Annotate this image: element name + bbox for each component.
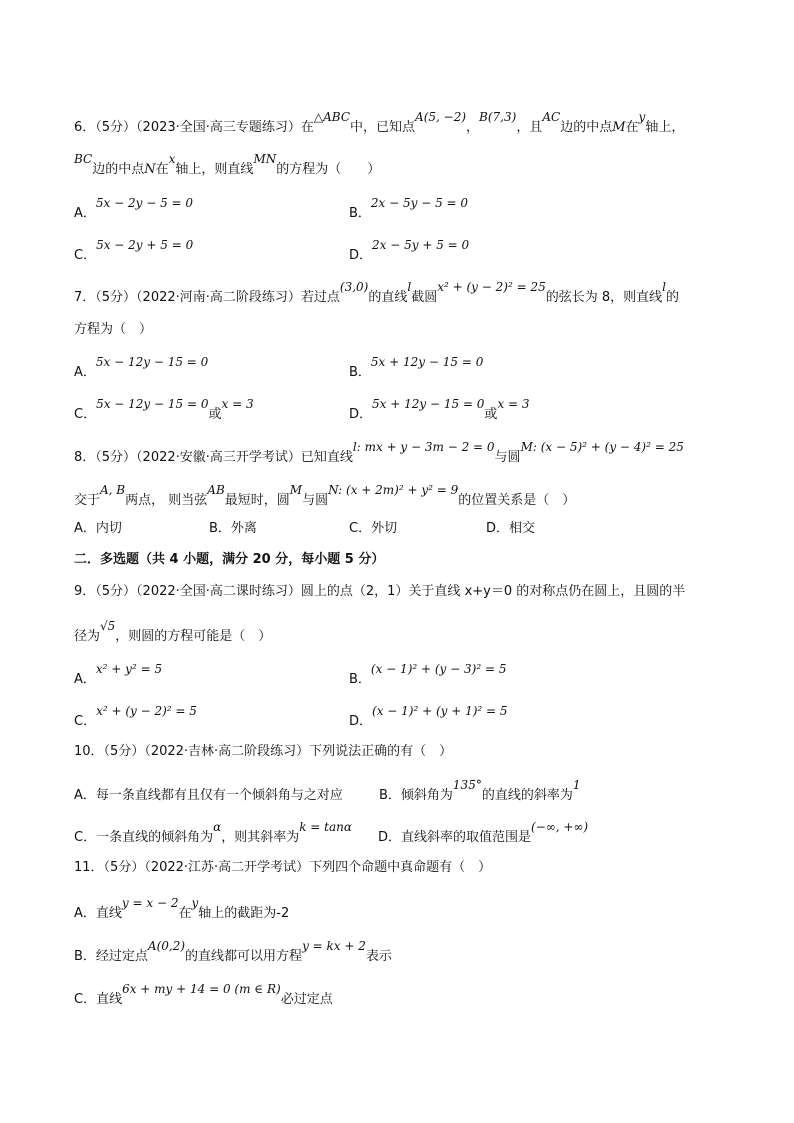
q9-stem-line1 — [74, 580, 754, 599]
text: 或 — [208, 407, 222, 422]
q7-option-a — [74, 355, 209, 380]
q6-stem-line1 — [74, 110, 754, 135]
text: 的直线都可以用方程 — [185, 949, 303, 964]
q7-stem-line2 — [74, 318, 754, 337]
q8-option-b: B．外离 — [209, 521, 257, 536]
option-value: x² + y² = 5 — [95, 662, 163, 676]
option-label: D． — [349, 407, 373, 422]
math: y = kx + 2 — [302, 939, 366, 953]
math: M: (x − 5)² + (y − 4)² = 25 — [520, 440, 684, 454]
text: 轴上， — [645, 120, 685, 135]
option-value: x = 3 — [497, 397, 530, 411]
math: √5 — [100, 619, 116, 633]
option-label: C． — [74, 714, 97, 729]
option-value: 2x − 5y + 5 = 0 — [372, 238, 470, 252]
text: 的直线的斜率为 — [481, 788, 573, 803]
q10-stem — [74, 740, 754, 759]
text: 在 — [178, 906, 192, 921]
math: A, B — [100, 483, 126, 497]
option-value: 5x + 12y − 15 = 0 — [370, 355, 484, 369]
text: B．经过定点 — [74, 949, 148, 964]
q10-option-b — [379, 778, 581, 803]
text: 的位置关系是（ ） — [458, 493, 576, 508]
q6-option-b — [349, 196, 469, 221]
math: B(7,3) — [479, 110, 517, 124]
text: ，且 — [516, 120, 543, 135]
text: 11．（5分）（2022·江苏·高二开学考试）下列四个命题中真命题有（ ） — [74, 860, 492, 875]
text: 与圆 — [494, 450, 521, 465]
option-value: 5x − 2y + 5 = 0 — [96, 238, 194, 252]
text: ，则圆的方程可能是（ ） — [115, 629, 272, 644]
option-value: (x − 1)² + (y − 3)² = 5 — [370, 662, 507, 676]
math: l — [662, 280, 666, 294]
text: 必过定点 — [280, 992, 333, 1007]
math: l: mx + y − 3m − 2 = 0 — [352, 440, 495, 454]
text: 在 — [625, 120, 639, 135]
q10-option-d — [378, 820, 589, 845]
option-value: 5x − 12y − 15 = 0 — [96, 397, 209, 411]
text: 或 — [484, 407, 498, 422]
q6-stem-line2 — [74, 152, 754, 177]
text: 8．（5分）（2022·安徽·高三开学考试）已知直线 — [74, 450, 353, 465]
q9-option-b — [349, 662, 507, 687]
option-value: (x − 1)² + (y + 1)² = 5 — [372, 704, 508, 718]
option-value: 5x − 12y − 15 = 0 — [95, 355, 209, 369]
q11-option-a — [74, 896, 290, 921]
math: (−∞, +∞) — [531, 820, 589, 834]
q9-option-c — [74, 704, 197, 729]
q7-option-c — [74, 397, 254, 422]
q6-option-d — [349, 238, 470, 263]
math: N — [144, 162, 156, 177]
text: 方程为（ ） — [74, 322, 153, 337]
option-value: x = 3 — [221, 397, 254, 411]
text: D．直线斜率的取值范围是 — [378, 830, 532, 845]
option-label: C． — [74, 407, 97, 422]
math: A(5, −2) — [415, 110, 467, 124]
text: 交于 — [74, 493, 101, 508]
text: 与圆 — [302, 493, 329, 508]
text: C．一条直线的倾斜角为 — [74, 830, 214, 845]
math: 6x + my + 14 = 0 (m ∈ R) — [122, 982, 281, 996]
q7-option-d — [349, 397, 530, 422]
q10-option-a: A．每一条直线都有且仅有一个倾斜角与之对应 — [74, 788, 343, 803]
math: AC — [542, 110, 561, 124]
math: x — [168, 152, 176, 166]
math: (3,0) — [339, 280, 369, 294]
option-label: C． — [74, 248, 97, 263]
text: 轴上，则直线 — [175, 162, 254, 177]
math: α — [213, 820, 222, 834]
q11-option-b — [74, 939, 392, 964]
option-label: D． — [349, 714, 373, 729]
math: M — [612, 120, 626, 135]
text: B．倾斜角为 — [379, 788, 453, 803]
text: 的 — [665, 290, 679, 305]
text: 径为 — [74, 629, 101, 644]
math: BC — [74, 152, 93, 166]
q9-option-d — [349, 704, 508, 729]
option-label: B． — [349, 672, 371, 687]
option-label: B． — [349, 206, 371, 221]
math: y = x − 2 — [121, 896, 179, 910]
option-value: x² + (y − 2)² = 5 — [96, 704, 197, 718]
text: 的弦长为 8，则直线 — [545, 290, 663, 305]
text: 6．（5分）（2023·全国·高三专题练习）在 — [74, 120, 314, 135]
option-value: 5x + 12y − 15 = 0 — [372, 397, 485, 411]
q8-stem-line2 — [74, 483, 754, 508]
q11-stem — [74, 856, 754, 875]
option-label: D． — [349, 248, 373, 263]
math: MN — [253, 152, 277, 166]
q7-option-b — [349, 355, 484, 380]
text: 10．（5分）（2022·吉林·高二阶段练习）下列说法正确的有（ ） — [74, 744, 453, 759]
text: C．直线 — [74, 992, 123, 1007]
math: △ABC — [313, 110, 351, 124]
text: 中，已知点 — [350, 120, 416, 135]
q6-option-c — [74, 238, 194, 263]
text: ，则其斜率为 — [221, 830, 300, 845]
q11-option-c — [74, 982, 333, 1007]
option-label: A． — [74, 365, 96, 380]
math: k = tanα — [299, 820, 352, 834]
text: 边的中点 — [560, 120, 613, 135]
q8-stem-line1 — [74, 440, 754, 465]
math: l — [407, 280, 412, 294]
q9-option-a — [74, 662, 163, 687]
text: ， — [466, 120, 480, 135]
q9-stem-line2 — [74, 619, 754, 644]
q8-option-c: C．外切 — [349, 521, 398, 536]
math: AB — [207, 483, 225, 497]
option-label: A． — [74, 206, 96, 221]
text: 边的中点 — [92, 162, 145, 177]
option-label: B． — [349, 365, 371, 380]
q7-stem-line1 — [74, 280, 754, 305]
math: y — [638, 110, 646, 124]
q8-option-d: D．相交 — [486, 521, 536, 536]
q10-option-c — [74, 820, 352, 845]
text: 在 — [155, 162, 169, 177]
text: 表示 — [365, 949, 392, 964]
text: 轴上的截距为-2 — [198, 906, 290, 921]
option-value: 5x − 2y − 5 = 0 — [95, 196, 194, 210]
math: y — [191, 896, 199, 910]
text: 的直线 — [368, 290, 408, 305]
section-heading: 二．多选题（共 4 小题，满分 20 分，每小题 5 分） — [74, 552, 385, 567]
math: A(0,2) — [147, 939, 186, 953]
option-value: 2x − 5y − 5 = 0 — [370, 196, 469, 210]
text: 两点， 则当弦 — [125, 493, 208, 508]
text: 的方程为（ ） — [276, 162, 381, 177]
math: 1 — [572, 778, 581, 792]
option-label: A． — [74, 672, 96, 687]
math: x² + (y − 2)² = 25 — [437, 280, 546, 294]
q6-option-a — [74, 196, 194, 221]
math: M — [289, 483, 303, 497]
math: 135° — [452, 778, 482, 792]
math: N: (x + 2m)² + y² = 9 — [328, 483, 459, 497]
text: 最短时，圆 — [224, 493, 290, 508]
text: A．直线 — [74, 906, 122, 921]
q8-option-a: A．内切 — [74, 521, 122, 536]
text: 截圆 — [411, 290, 438, 305]
text: 9．（5分）（2022·全国·高二课时练习）圆上的点（2，1）关于直线 x+y＝0 的对称点仍在圆上，且圆的半 — [74, 584, 686, 599]
text: 7．（5分）（2022·河南·高二阶段练习）若过点 — [74, 290, 340, 305]
